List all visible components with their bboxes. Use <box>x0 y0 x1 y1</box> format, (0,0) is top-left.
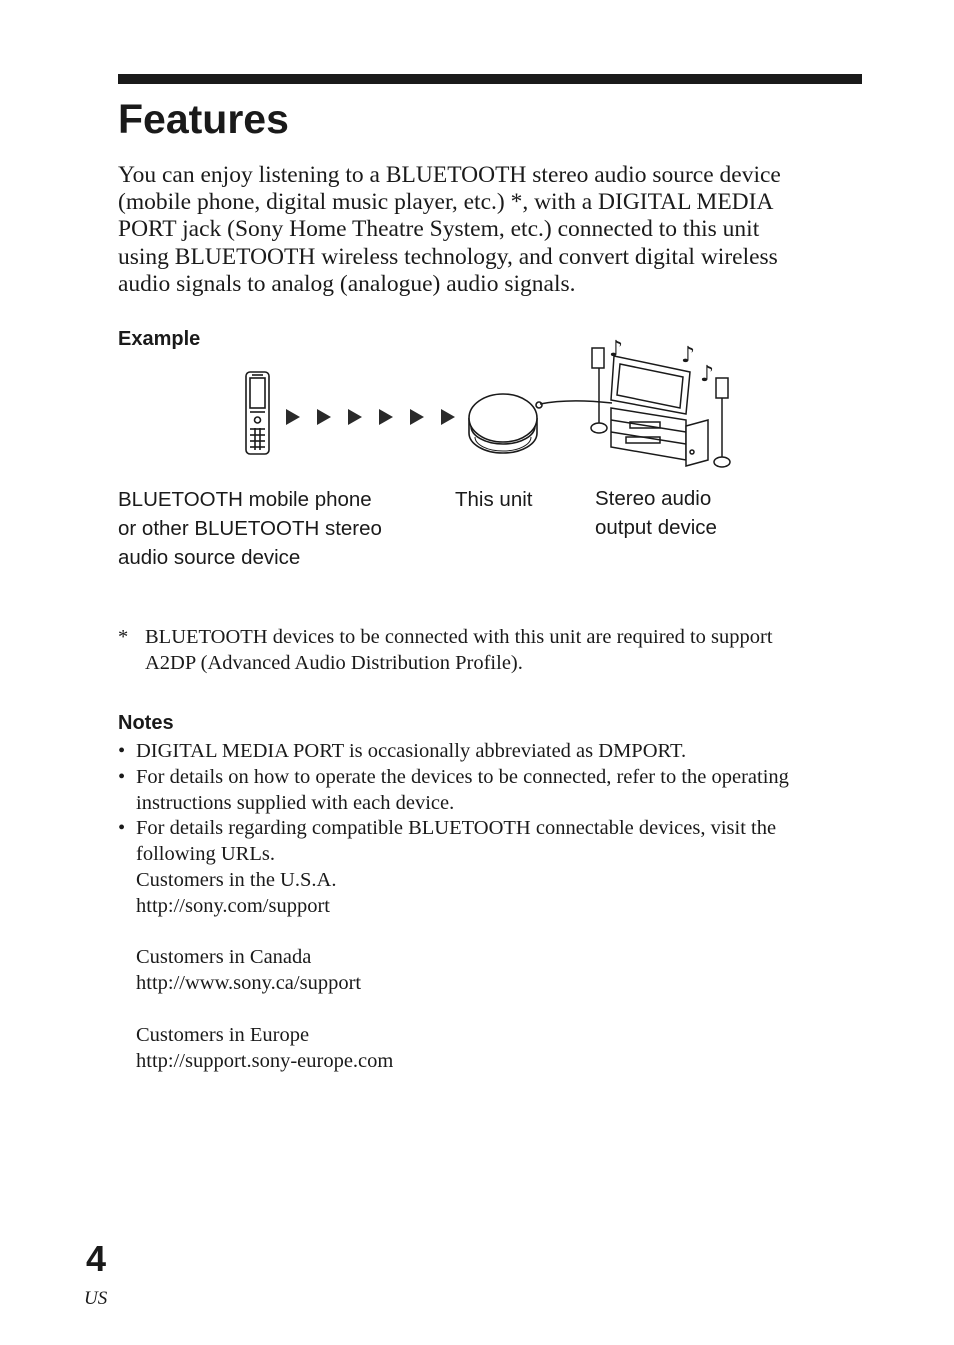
note-item <box>118 816 789 1074</box>
url-link-canada[interactable]: http://www.sony.ca/support <box>136 972 362 995</box>
notes-list <box>118 739 789 1074</box>
bluetooth-receiver-icon <box>469 394 542 453</box>
note-line: For details on how to operate the devices to be connected, refer to the operating <box>136 765 789 788</box>
region-label-canada: Customers in Canada <box>136 946 312 969</box>
url-link-usa[interactable]: http://sony.com/support <box>136 894 330 917</box>
caption-phone <box>118 485 382 572</box>
footnote-mark: * <box>118 626 129 648</box>
note-item <box>118 765 789 817</box>
footnote-line: BLUETOOTH devices to be connected with this unit are required to support <box>145 626 773 648</box>
intro-line: You can enjoy listening to a BLUETOOTH stereo audio source device <box>118 162 781 188</box>
svg-text:♪: ♪ <box>609 337 624 362</box>
spacer <box>136 920 789 946</box>
region-label-europe: Customers in Europe <box>136 1023 310 1046</box>
caption-line: output device <box>595 516 717 539</box>
spacer <box>136 997 789 1023</box>
note-line: following URLs. <box>136 843 275 866</box>
note-item <box>118 739 789 765</box>
intro-line: (mobile phone, digital music player, etc.) *, with a DIGITAL MEDIA <box>118 189 774 216</box>
bullet: • <box>118 765 126 788</box>
caption-unit <box>455 485 532 514</box>
caption-stereo <box>595 484 717 542</box>
note-line: For details regarding compatible BLUETOOTH connectable devices, visit the <box>136 817 777 840</box>
bullet: • <box>118 817 126 840</box>
caption-line: BLUETOOTH mobile phone <box>118 488 372 511</box>
caption-line: Stereo audio <box>595 487 712 510</box>
intro-line: using BLUETOOTH wireless technology, and convert digital wireless <box>118 243 778 270</box>
page-title: Features <box>118 96 289 142</box>
intro-line: audio signals to analog (analogue) audio signals. <box>118 270 576 297</box>
bullet: • <box>118 740 126 762</box>
notes-heading: Notes <box>118 712 174 734</box>
note-line: DIGITAL MEDIA PORT is occasionally abbreviated as DMPORT. <box>136 740 687 762</box>
caption-line: This unit <box>455 488 533 511</box>
caption-line: or other BLUETOOTH stereo <box>118 517 382 540</box>
note-line: instructions supplied with each device. <box>136 791 455 814</box>
url-link-europe[interactable]: http://support.sony-europe.com <box>136 1049 394 1072</box>
svg-text:♪: ♪ <box>681 343 696 368</box>
mobile-phone-icon <box>246 372 269 454</box>
example-heading: Example <box>118 328 201 350</box>
page-region-label: US <box>84 1288 108 1309</box>
page-number: 4 <box>86 1238 107 1279</box>
intro-line: PORT jack (Sony Home Theatre System, etc.) connected to this unit <box>118 216 760 243</box>
svg-text:♪: ♪ <box>700 362 715 387</box>
cable-line <box>540 401 612 404</box>
footnote-line: A2DP (Advanced Audio Distribution Profile). <box>145 652 523 674</box>
caption-line: audio source device <box>118 546 301 569</box>
region-label-usa: Customers in the U.S.A. <box>136 868 337 891</box>
signal-arrows-icon <box>286 409 455 425</box>
